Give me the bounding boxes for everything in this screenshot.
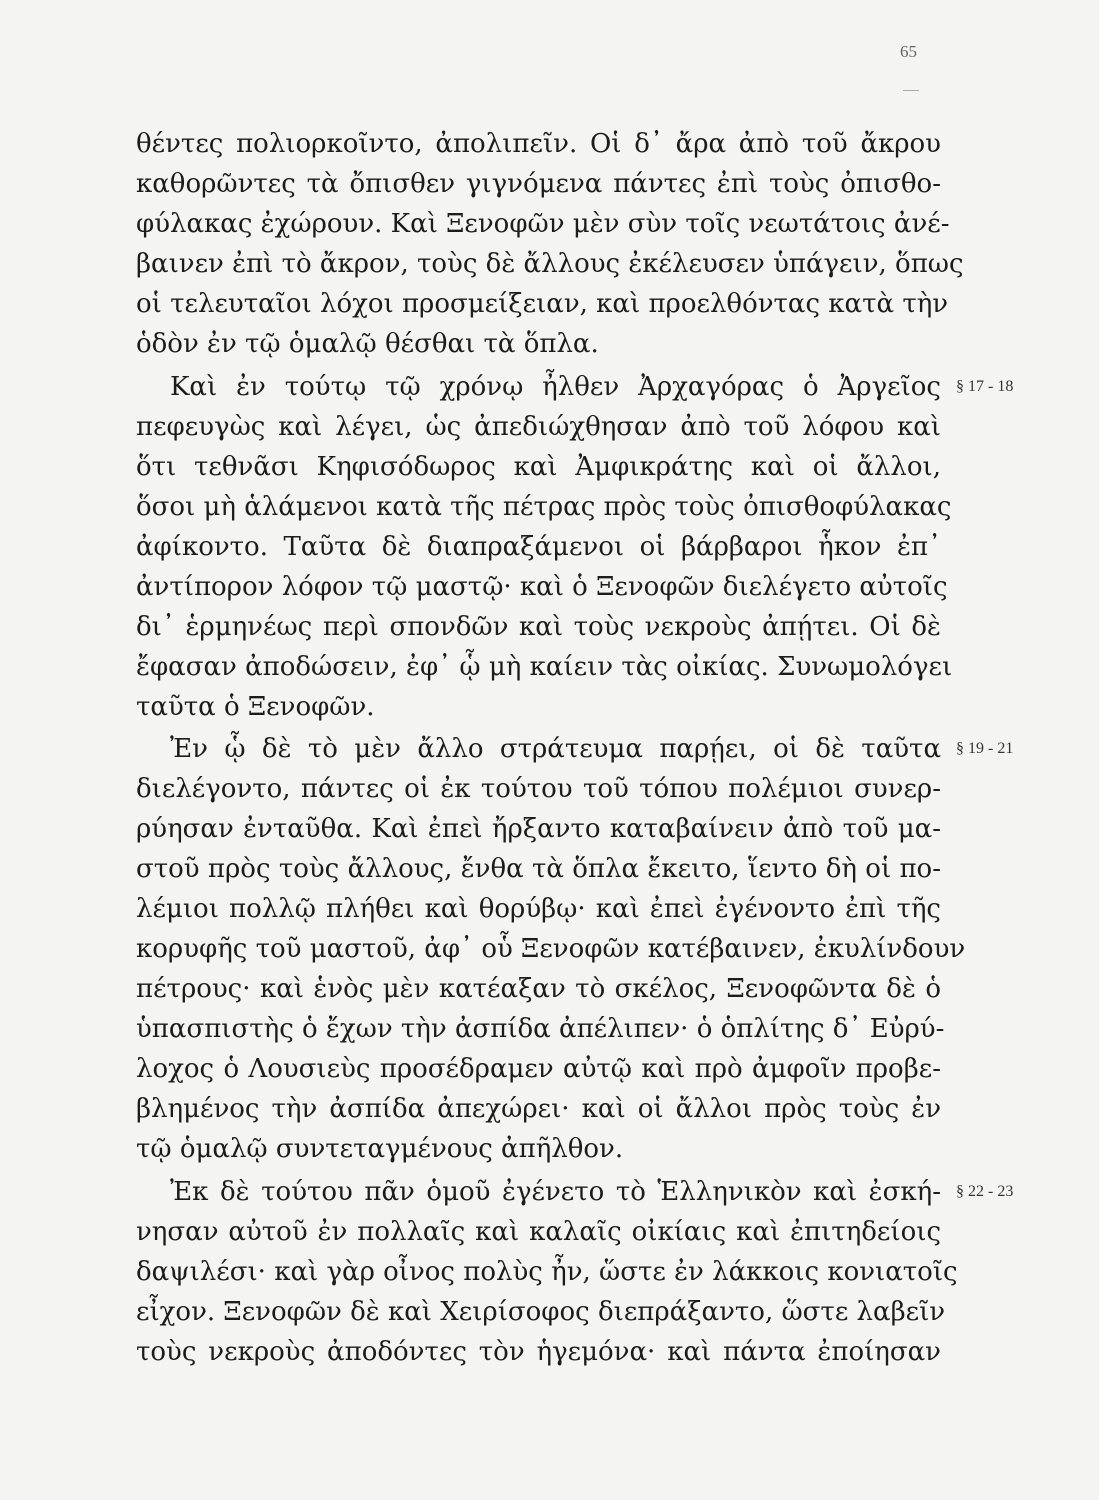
- text-line: δαψιλέσι· καὶ γὰρ οἶνος πολὺς ἦν, ὥστε ἐν λάκκοις κονιατοῖς: [136, 1257, 958, 1287]
- text-line: πέτρους· καὶ ἑνὸς μὲν κατέαξαν τὸ σκέλος, Ξενοφῶντα δὲ ὁ: [136, 974, 941, 1004]
- text-line: δι᾽ ἑρμηνέως περὶ σπονδῶν καὶ τοὺς νεκροὺς ἀπῄτει. Οἱ δὲ: [136, 612, 941, 642]
- margin-section-ref: § 19 - 21: [956, 740, 1014, 757]
- text-line: νησαν αὐτοῦ ἐν πολλαῖς καὶ καλαῖς οἰκίαις καὶ ἐπιτηδείοις: [136, 1217, 941, 1247]
- text-line: κορυφῆς τοῦ μαστοῦ, ἀφ᾽ οὗ Ξενοφῶν κατέβαινεν, ἐκυλίνδουν: [136, 934, 966, 964]
- text-line: ταῦτα ὁ Ξενοφῶν.: [136, 692, 375, 722]
- text-line: λοχος ὁ Λουσιεὺς προσέδραμεν αὐτῷ καὶ πρὸ ἀμφοῖν προβε-: [136, 1054, 941, 1084]
- text-line: Ἐκ δὲ τούτου πᾶν ὁμοῦ ἐγένετο τὸ Ἑλληνικὸν καὶ ἐσκή-: [170, 1177, 941, 1207]
- text-line: τῷ ὁμαλῷ συντεταγμένους ἀπῆλθον.: [136, 1134, 624, 1164]
- page-number-rule: [903, 90, 919, 91]
- margin-section-ref: § 17 - 18: [956, 378, 1014, 395]
- text-line: εἶχον. Ξενοφῶν δὲ καὶ Χειρίσοφος διεπράξαντο, ὥστε λαβεῖν: [136, 1297, 946, 1327]
- text-line: τοὺς νεκροὺς ἀποδόντες τὸν ἡγεμόνα· καὶ πάντα ἐποίησαν: [136, 1337, 941, 1367]
- text-line: ρύησαν ἐνταῦθα. Καὶ ἐπεὶ ἤρξαντο καταβαίνειν ἀπὸ τοῦ μα-: [136, 814, 941, 844]
- text-line: βαινεν ἐπὶ τὸ ἄκρον, τοὺς δὲ ἄλλους ἐκέλευσεν ὑπάγειν, ὅπως: [136, 249, 964, 279]
- text-line: ἔφασαν ἀποδώσειν, ἐφ᾽ ᾧ μὴ καίειν τὰς οἰκίας. Συνωμολόγει: [136, 652, 953, 682]
- text-line: ἀφίκοντο. Ταῦτα δὲ διαπραξάμενοι οἱ βάρβαροι ἧκον ἐπ᾽: [136, 532, 941, 562]
- text-line: Ἐν ᾧ δὲ τὸ μὲν ἄλλο στράτευμα παρῄει, οἱ δὲ ταῦτα: [170, 734, 941, 764]
- text-line: ὅτι τεθνᾶσι Κηφισόδωρος καὶ Ἀμφικράτης καὶ οἱ ἄλλοι,: [136, 452, 941, 482]
- text-line: καθορῶντες τὰ ὄπισθεν γιγνόμενα πάντες ἐπὶ τοὺς ὀπισθο-: [136, 169, 941, 199]
- text-line: ὑπασπιστὴς ὁ ἔχων τὴν ἀσπίδα ἀπέλιπεν· ὁ ὁπλίτης δ᾽ Εὐρύ-: [136, 1014, 945, 1044]
- text-line: ὁδὸν ἐν τῷ ὁμαλῷ θέσθαι τὰ ὅπλα.: [136, 329, 599, 359]
- text-line: λέμιοι πολλῷ πλήθει καὶ θορύβῳ· καὶ ἐπεὶ ἐγένοντο ἐπὶ τῆς: [136, 894, 941, 924]
- text-line: οἱ τελευταῖοι λόχοι προσμείξειαν, καὶ προελθόντας κατὰ τὴν: [136, 289, 949, 319]
- text-line: βλημένος τὴν ἀσπίδα ἀπεχώρει· καὶ οἱ ἄλλοι πρὸς τοὺς ἐν: [136, 1094, 941, 1124]
- text-line: στοῦ πρὸς τοὺς ἄλλους, ἔνθα τὰ ὅπλα ἔκειτο, ἵεντο δὴ οἱ πο-: [136, 854, 941, 884]
- page-number: 65: [900, 42, 917, 61]
- margin-section-ref: § 22 - 23: [956, 1183, 1014, 1200]
- text-line: φύλακας ἐχώρουν. Καὶ Ξενοφῶν μὲν σὺν τοῖς νεωτάτοις ἀνέ-: [136, 209, 950, 239]
- text-line: ὅσοι μὴ ἁλάμενοι κατὰ τῆς πέτρας πρὸς τοὺς ὀπισθοφύλακας: [136, 492, 952, 522]
- text-line: Καὶ ἐν τούτῳ τῷ χρόνῳ ἦλθεν Ἀρχαγόρας ὁ Ἀργεῖος: [170, 372, 941, 402]
- text-line: θέντες πολιορκοῖντο, ἀπολιπεῖν. Οἱ δ᾽ ἄρα ἀπὸ τοῦ ἄκρου: [136, 129, 941, 159]
- text-line: διελέγοντο, πάντες οἱ ἐκ τούτου τοῦ τόπου πολέμιοι συνερ-: [136, 774, 941, 804]
- text-line: ἀντίπορον λόφον τῷ μαστῷ· καὶ ὁ Ξενοφῶν διελέγετο αὐτοῖς: [136, 572, 948, 602]
- text-line: πεφευγὼς καὶ λέγει, ὡς ἀπεδιώχθησαν ἀπὸ τοῦ λόφου καὶ: [136, 412, 941, 442]
